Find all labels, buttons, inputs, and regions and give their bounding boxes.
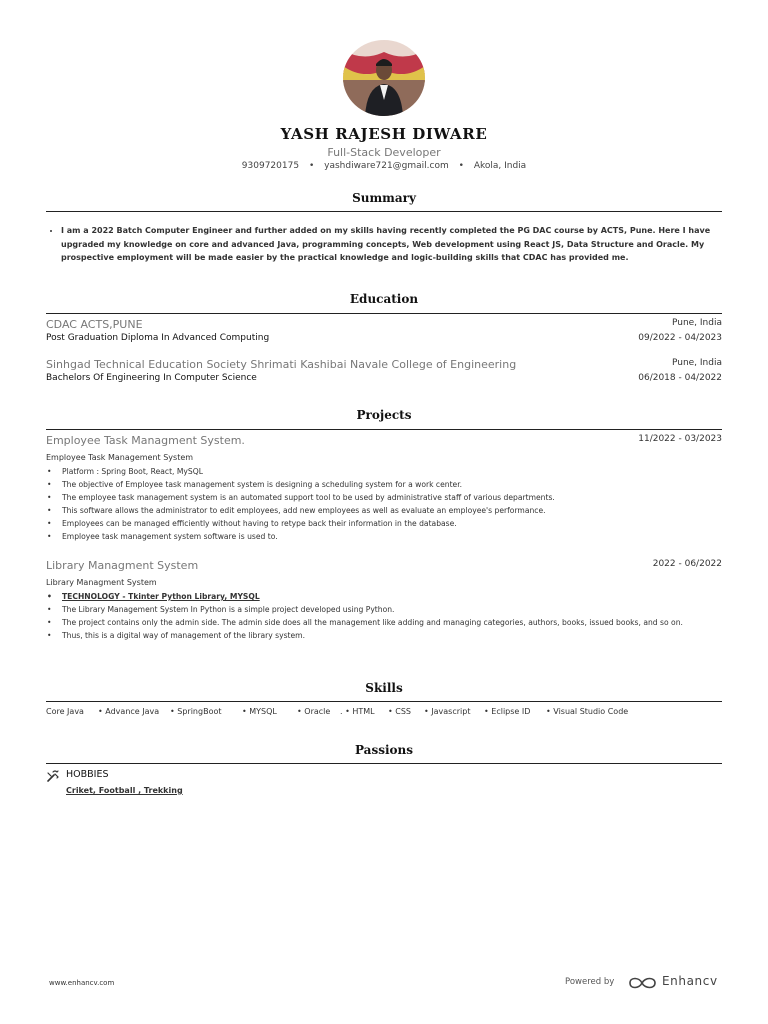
education-institution: Sinhgad Technical Education Society Shrimati Kashibai Navale College of Engineering — [46, 358, 517, 371]
section-title-summary: Summary — [352, 191, 416, 205]
email-text: yashdiware721@gmail.com — [324, 161, 449, 171]
hobbies-values: Criket, Football , Trekking — [66, 786, 183, 795]
project-name: Library Managment System — [46, 559, 199, 572]
skill-item: Core Java — [46, 707, 84, 716]
skill-label: Javascript — [431, 707, 471, 716]
skill-item: • Oracle — [297, 707, 331, 716]
education-entry — [46, 318, 722, 348]
separator-dot: • — [308, 161, 315, 171]
education-dates: 09/2022 - 04/2023 — [638, 333, 722, 343]
project-bullet: • The employee task management system is an automated support tool to be used by administrative staff of various departments. — [62, 491, 722, 504]
section-divider — [46, 763, 722, 764]
avatar — [343, 40, 425, 116]
project-dates: 2022 - 06/2022 — [652, 559, 722, 569]
candidate-name: YASH RAJESH DIWARE — [280, 125, 488, 143]
section-divider — [46, 313, 722, 314]
skill-item: • MYSQL — [242, 707, 277, 716]
skill-label: MYSQL — [249, 707, 277, 716]
section-title-skills: Skills — [365, 681, 403, 695]
section-divider — [46, 211, 722, 212]
candidate-role: Full-Stack Developer — [327, 146, 441, 159]
summary-list — [48, 224, 733, 265]
project-technology-link[interactable]: • TECHNOLOGY - Tkinter Python Library, MYSQL — [62, 590, 722, 603]
project-bullets — [46, 590, 722, 642]
footer-powered-by: Powered by — [565, 977, 615, 987]
skill-label: Advance Java — [105, 707, 160, 716]
project-subtitle: Employee Task Management System — [46, 453, 194, 462]
project-bullet: • The project contains only the admin side. The admin side does all the management like adding and managing categories, authors, books, issued books, and so on. — [62, 616, 722, 629]
project-bullets — [46, 465, 722, 543]
section-title-education: Education — [349, 292, 419, 306]
skill-item: • CSS — [388, 707, 412, 716]
summary-text: • I am a 2022 Batch Computer Engineer and further added on my skills having recently completed the PG DAC course by ACTS, Pune. Here I have upgraded my knowledge on core and advanced Java, programming concepts, Web development using React JS, Data Structure and Oracle. My prospective employment will be made easier by the practical knowledge and logic-building skills that CDAC has provided me. — [61, 224, 733, 265]
education-degree: Bachelors Of Engineering In Computer Science — [46, 373, 257, 383]
section-divider — [46, 429, 722, 430]
footer-brand[interactable]: Enhancv — [662, 974, 718, 988]
education-dates: 06/2018 - 04/2022 — [638, 373, 722, 383]
footer-site-link[interactable]: www.enhancv.com — [49, 979, 115, 987]
project-subtitle: Library Managment System — [46, 578, 157, 587]
project-name: Employee Task Managment System. — [46, 434, 245, 447]
skill-item: • Javascript — [424, 707, 471, 716]
skill-item: • Advance Java — [98, 707, 160, 716]
education-institution: CDAC ACTS,PUNE — [46, 318, 143, 331]
section-divider — [46, 701, 722, 702]
project-bullet: • The Library Management System In Python is a simple project developed using Python. — [62, 603, 722, 616]
skill-label: Oracle — [304, 707, 331, 716]
skill-item: . • HTML — [340, 707, 375, 716]
education-degree: Post Graduation Diploma In Advanced Computing — [46, 333, 270, 343]
project-bullet: • Platform : Spring Boot, React, MySQL — [62, 465, 722, 478]
project-bullet: • The objective of Employee task management system is designing a scheduling system for a work center. — [62, 478, 722, 491]
hobbies-label: HOBBIES — [66, 769, 109, 780]
project-bullet: • Employees can be managed efficiently without having to retype back their information in the database. — [62, 517, 722, 530]
skill-label: CSS — [395, 707, 412, 716]
phone-text: 9309720175 — [241, 161, 300, 171]
contact-line — [0, 161, 768, 171]
skill-label: HTML — [352, 707, 375, 716]
project-dates: 11/2022 - 03/2023 — [638, 434, 722, 444]
section-title-passions: Passions — [354, 743, 414, 757]
skill-item: • Visual Studio Code — [546, 707, 629, 716]
skill-label: SpringBoot — [177, 707, 222, 716]
education-location: Pune, India — [671, 318, 722, 328]
section-title-projects: Projects — [356, 408, 412, 422]
project-bullet: • This software allows the administrator to edit employees, add new employees as well as evaluate an employee's performance. — [62, 504, 722, 517]
skill-item: • SpringBoot — [170, 707, 222, 716]
enhancv-logo-icon — [628, 975, 658, 991]
project-bullet: • Thus, this is a digital way of management of the library system. — [62, 629, 722, 642]
separator-dot: • — [458, 161, 464, 171]
education-location: Pune, India — [671, 358, 722, 368]
skill-item: • Eclipse ID — [484, 707, 531, 716]
project-entry — [46, 559, 722, 642]
project-bullet: • Employee task management system software is used to. — [62, 530, 722, 543]
location-text: Akola, India — [473, 161, 527, 171]
tool-icon — [46, 768, 60, 782]
project-entry — [46, 434, 722, 543]
skill-label: Visual Studio Code — [553, 707, 629, 716]
skill-label: Eclipse ID — [491, 707, 531, 716]
education-entry — [46, 358, 722, 388]
